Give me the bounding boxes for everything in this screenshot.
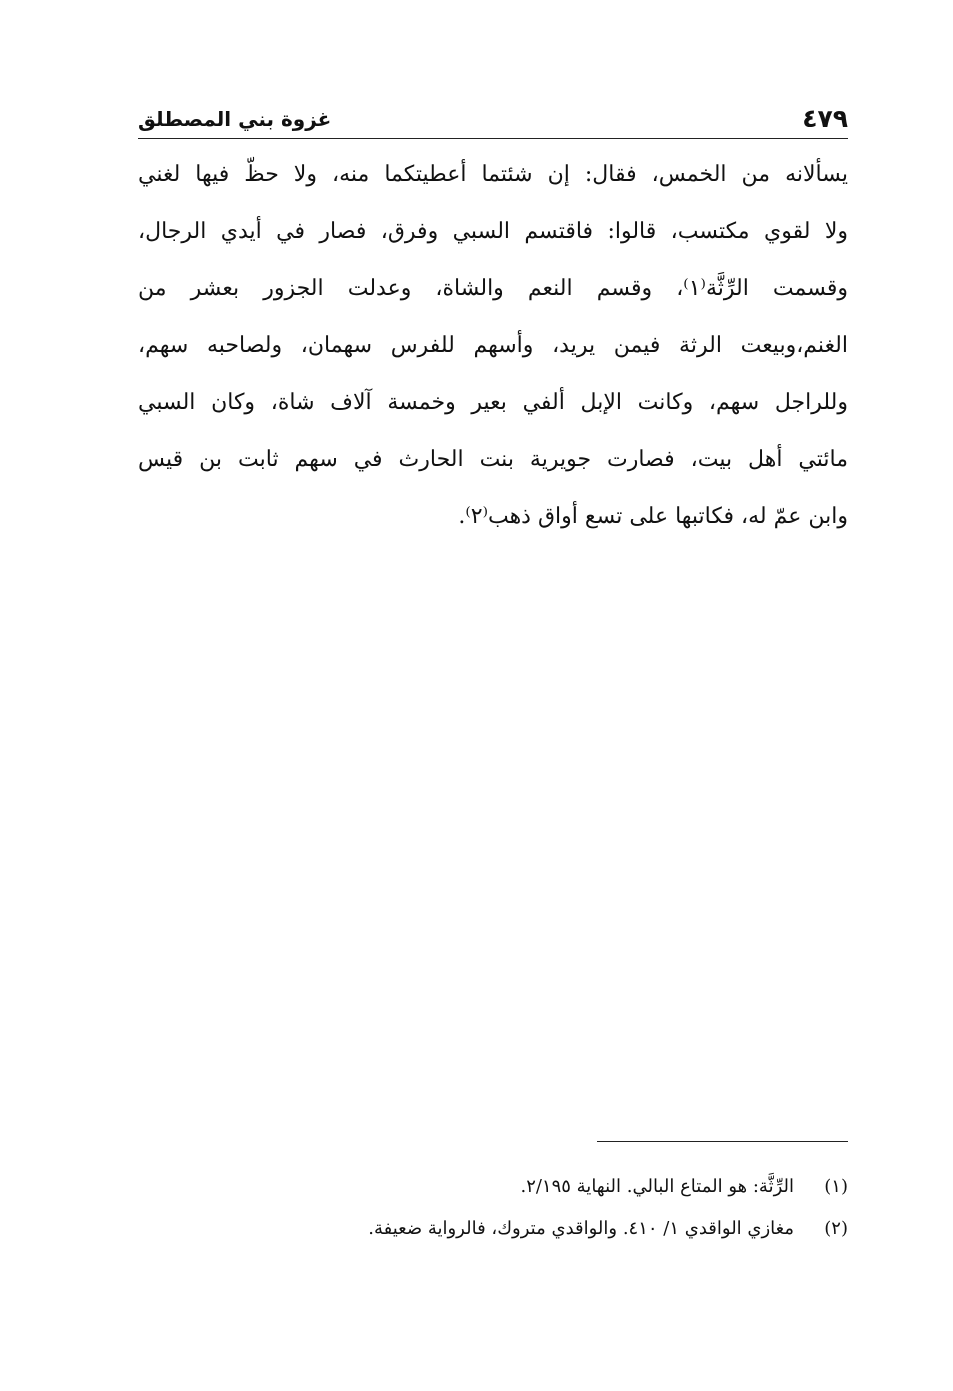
footnote-separator	[597, 1141, 848, 1142]
text-line: وللراجل سهم، وكانت الإبل ألفي بعير وخمسة آلاف شاة، وكان السبي	[138, 390, 848, 415]
footnote	[138, 1208, 848, 1250]
page-header	[138, 104, 848, 140]
footnote-text: الرِّثَّة: هو المتاع البالي. النهاية ٢/١٩٥.	[520, 1176, 794, 1197]
text-line: الغنم،وبيعت الرثة فيمن يريد، وأسهم للفرس سهمان، ولصاحبه سهم،	[138, 333, 848, 358]
header-rule	[138, 138, 848, 139]
footnote-marker: (١)	[824, 1176, 848, 1197]
body-text	[138, 146, 848, 545]
footnote-marker: (٢)	[824, 1218, 848, 1239]
text-line: وابن عمّ له، فكاتبها على تسع أواق ذهب⁽٢⁾.	[458, 504, 848, 529]
page-number: ٤٧٩	[802, 104, 848, 133]
text-line: مائتي أهل بيت، فصارت جويرية بنت الحارث في سهم ثابت بن قيس	[138, 447, 848, 472]
text-line: وقسمت الرِّثَّة⁽١⁾، وقسم النعم والشاة، وعدلت الجزور بعشر من	[138, 276, 848, 301]
running-title: غزوة بني المصطلق	[138, 107, 332, 131]
footnote-text: مغازي الواقدي ١/ ٤١٠. والواقدي متروك، فالرواية ضعيفة.	[368, 1218, 794, 1239]
footnotes	[138, 1166, 848, 1250]
footnote	[138, 1166, 848, 1208]
text-line: ولا لقوي مكتسب، قالوا: فاقتسم السبي وفرق، فصار في أيدي الرجال،	[138, 219, 848, 244]
text-line: يسألانه من الخمس، فقال: إن شئتما أعطيتكما منه، ولا حظّ فيها لغني	[138, 162, 848, 187]
